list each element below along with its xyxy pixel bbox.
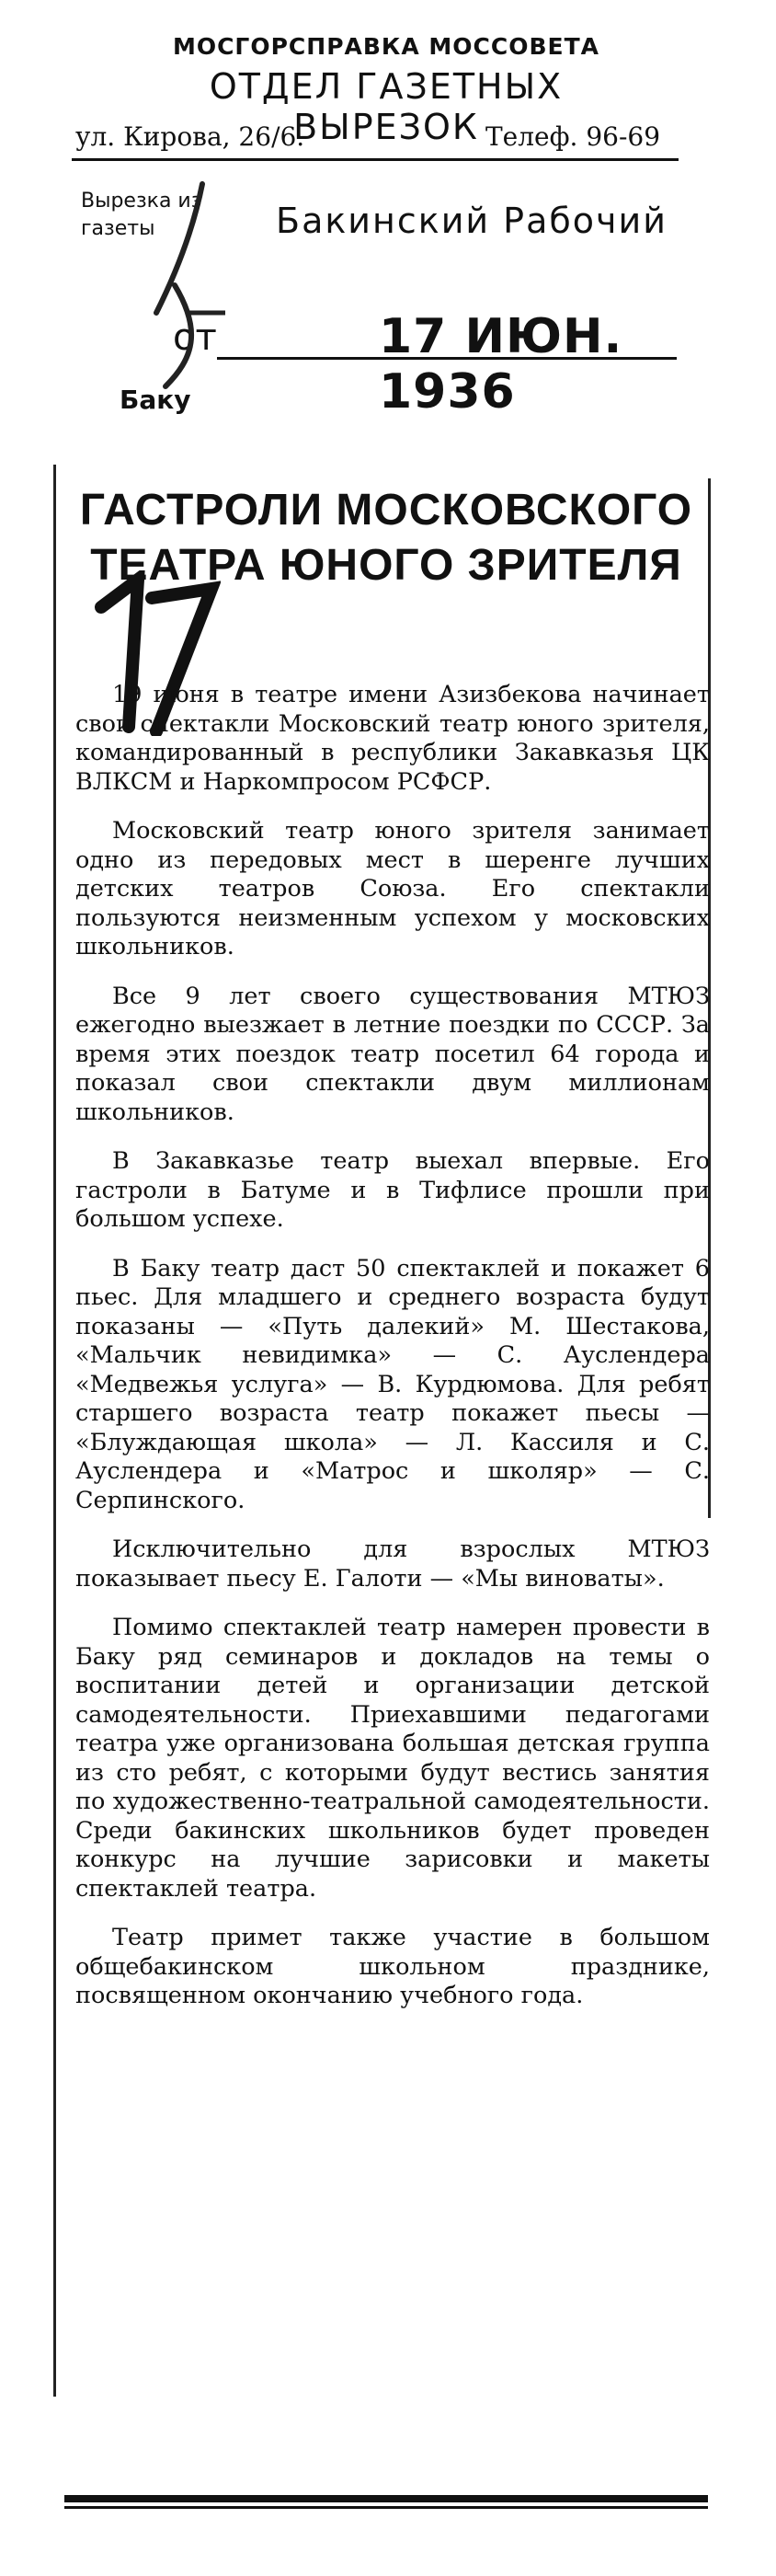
stamp-city: Баку — [120, 385, 191, 415]
stamp-department: ОТДЕЛ ГАЗЕТНЫХ ВЫРЕЗОК — [209, 66, 564, 147]
article-paragraph: В Закавказье театр выехал впервые. Его гастроли в Батуме и в Тифлисе прошли при большом успехе. — [75, 1147, 710, 1233]
article-paragraph: В Баку театр даст 50 спектаклей и покажет 6 пьес. Для младшего и среднего возраста будут показаны — «Путь далекий» М. Шестакова, «Мальчик невидимка» — С. Ауслендера «Медвежья услуга» — В. Курдюмова. Для ребят старшего возраста театр покажет пьесы — «Блуждающая школа» — Л. Кассиля и С. Ауслендера и «Матрос и школяр» — С. Серпинского. — [75, 1254, 710, 1514]
stamp-cutout-label: Вырезка из газеты — [81, 190, 202, 240]
article-paragraph: Все 9 лет своего существования МТЮЗ ежегодно выезжает в летние поездки по СССР. За время этих поездок театр посетил 64 города и показал свои спектакли двум миллионам школьников. — [75, 982, 710, 1126]
article-left-rule — [53, 465, 56, 2397]
article-paragraph: Исключительно для взрослых МТЮЗ показывает пьесу Е. Галоти — «Мы виноваты». — [75, 1535, 710, 1593]
article-paragraph: Помимо спектаклей театр намерен провести в Баку ряд семинаров и докладов на темы о воспитании детей и организации детской самодеятельности. Приехавшими педагогами театра уже организована большая детская группа из сто ребят, с которыми будут вестись занятия по художественно-театральной самодеятельности. Среди бакинских школьников будет проведен конкурс на лучшие зарисовки и макеты спектаклей театра. — [75, 1614, 710, 1903]
stamp-number-prefix: от — [173, 316, 217, 359]
article-body — [75, 681, 710, 2031]
article-headline: ГАСТРОЛИ МОСКОВСКОГО ТЕАТРА ЮНОГО ЗРИТЕЛЯ — [79, 486, 693, 590]
article-paragraph: Московский театр юного зрителя занимает одно из передовых мест в шеренге лучших детских театров Союза. Его спектакли пользуются неизменным успехом у московских школьников. — [75, 817, 710, 960]
stamp-date: 17 ИЮН. 1936 — [379, 309, 623, 420]
clipping-stamp — [0, 0, 776, 478]
bottom-rule-thin — [64, 2506, 708, 2509]
handwritten-mark-icon — [138, 175, 267, 405]
stamp-phone: Телеф. 96-69 — [485, 121, 661, 152]
stamp-divider — [72, 158, 679, 161]
stamp-newspaper-name: Бакинский Рабочий — [276, 201, 668, 241]
bottom-rule-thick — [64, 2495, 708, 2502]
stamp-address: ул. Кирова, 26/6. — [75, 121, 305, 152]
article-paragraph: Театр примет также участие в большом общебакинском школьном празднике, посвященном окончанию учебного года. — [75, 1924, 710, 2009]
stamp-organization: МОСГОРСПРАВКА МОССОВЕТА — [172, 33, 600, 60]
article-paragraph: 19 июня в театре имени Азизбекова начинает свои спектакли Московский театр юного зрителя, командированный в республики Закавказья ЦК ВЛКСМ и Наркомпросом РСФСР. — [75, 681, 710, 796]
